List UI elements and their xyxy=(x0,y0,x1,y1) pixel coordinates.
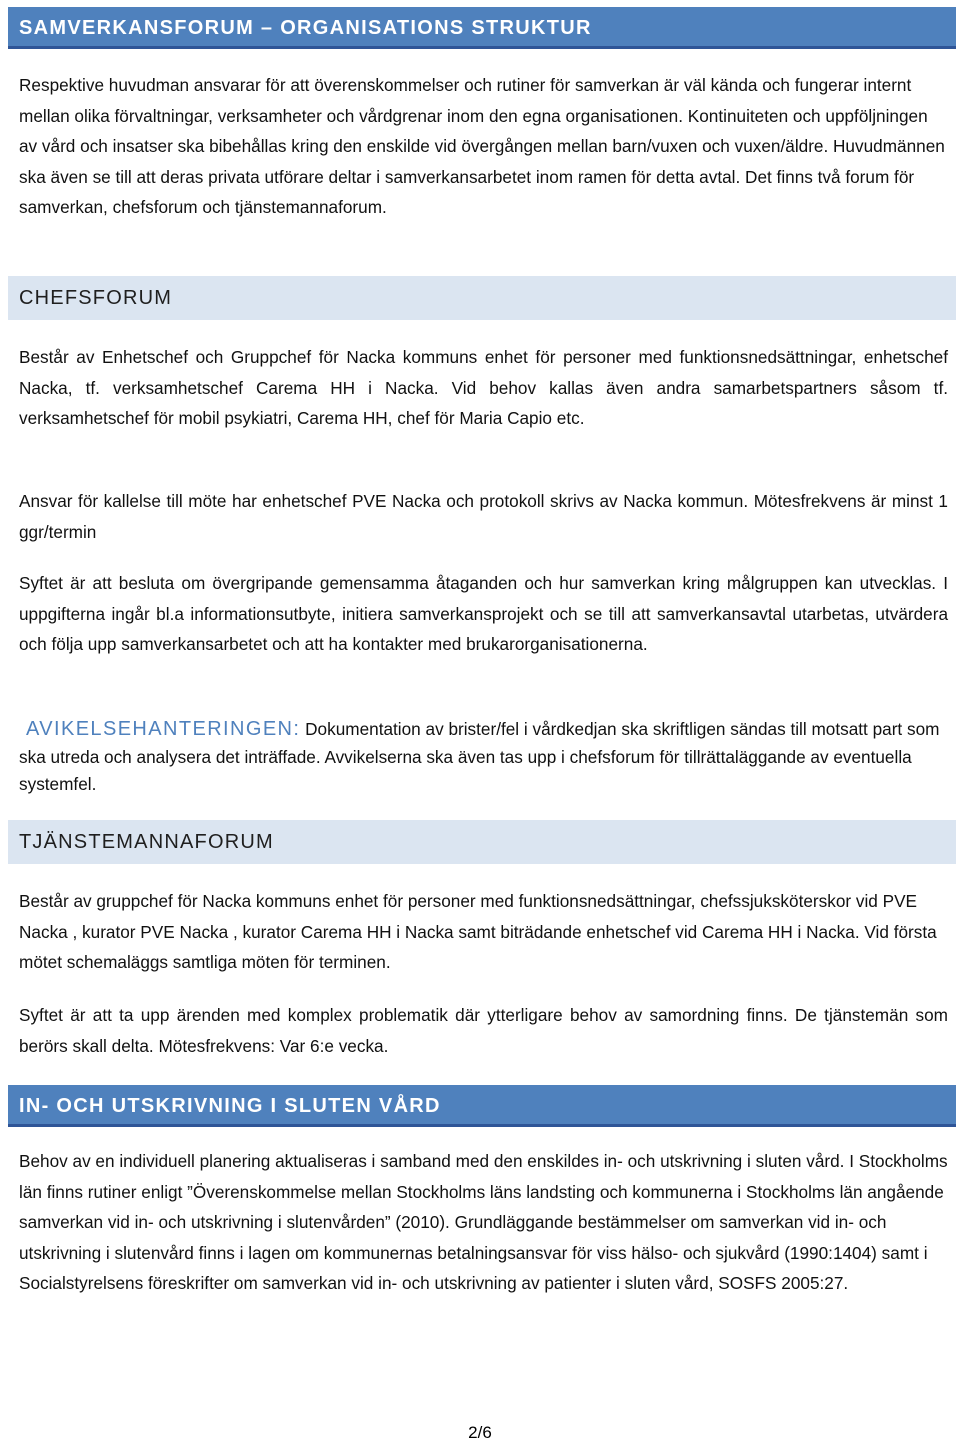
section-heading-in-och-utskrivning: IN- OCH UTSKRIVNING I SLUTEN VÅRD xyxy=(8,1085,956,1127)
avvikelse-paragraph xyxy=(19,716,948,799)
chefsforum-paragraph-composition: Består av Enhetschef och Gruppchef för Nacka kommuns enhet för personer med funktionsnedsättningar, enhetschef Nacka, tf. verksamhetschef Carema HH i Nacka. Vid behov kallas även andra samarbetspartners såsom tf. verksamhetschef för mobil psykiatri, Carema HH, chef för Maria Capio etc. xyxy=(19,347,948,429)
avvikelse-heading: AVIKELSEHANTERINGEN: xyxy=(26,718,301,740)
avvikelse-text: Dokumentation av brister/fel i vårdkedjan ska skriftligen sändas till motsatt part som ska utreda och analysera det inträffade. Avvikelserna ska även tas upp i chefsforum för tillrättaläggande av eventuella systemfel. xyxy=(19,719,940,794)
page-number: 2/6 xyxy=(468,1423,492,1442)
samverkansforum-body: Respektive huvudman ansvarar för att överenskommelser och rutiner för samverkan är väl kända och fungerar internt mellan olika förvaltningar, verksamheter och vårdgrenar inom den egna organisationen. Kontinuiteten och uppföljningen av vård och insatser ska bibehållas kring den enskilde vid övergången mellan barn/vuxen och vuxen/äldre. Huvudmännen ska även se till att deras privata utförare deltar i samverkansarbetet inom ramen för detta avtal. Det finns två forum för samverkan, chefsforum och tjänstemannaforum. xyxy=(19,75,945,218)
tjanstemannaforum-paragraph-composition: Består av gruppchef för Nacka kommuns enhet för personer med funktionsnedsättningar, chefssjuksköterskor vid PVE Nacka , kurator PVE Nacka , kurator Carema HH i Nacka samt biträdande enhetschef vid Carema HH i Nacka. Vid första mötet schemaläggs samtliga möten för terminen. xyxy=(19,891,937,973)
chefsforum-paragraph-responsibility: Ansvar för kallelse till möte har enhetschef PVE Nacka och protokoll skrivs av Nacka kommun. Mötesfrekvens är minst 1 ggr/termin xyxy=(19,491,948,542)
utskrivning-body: Behov av en individuell planering aktualiseras i samband med den enskildes in- och utskrivning i sluten vård. I Stockholms län finns rutiner enligt ”Överenskommelse mellan Stockholms läns landsting och kommunerna i Stockholms län angående samverkan vid in- och utskrivning i slutenvården” (2010). Grundläggande bestämmelser om samverkan vid in- och utskrivning i slutenvård finns i lagen om kommunernas betalningsansvar för viss hälso- och sjukvård (1990:1404) samt i Socialstyrelsens föreskrifter om samverkan vid in- och utskrivning av patienter i sluten vård, SOSFS 2005:27. xyxy=(19,1151,948,1294)
section-heading-samverkansforum: SAMVERKANSFORUM – ORGANISATIONS STRUKTUR xyxy=(8,7,956,49)
section-heading-tjanstemannaforum: TJÄNSTEMANNAFORUM xyxy=(8,820,956,864)
chefsforum-paragraph-purpose: Syftet är att besluta om övergripande gemensamma åtaganden och hur samverkan kring målgruppen kan utvecklas. I uppgifterna ingår bl.a informationsutbyte, initiera samverkansprojekt och se till att samverkansavtal utarbetas, utvärdera och följa upp samverkansarbetet och att ha kontakter med brukarorganisationerna. xyxy=(19,573,948,655)
tjanstemannaforum-paragraph-purpose: Syftet är att ta upp ärenden med komplex problematik där ytterligare behov av samordning finns. De tjänstemän som berörs skall delta. Mötesfrekvens: Var 6:e vecka. xyxy=(19,1005,948,1056)
section-heading-chefsforum: CHEFSFORUM xyxy=(8,276,956,320)
